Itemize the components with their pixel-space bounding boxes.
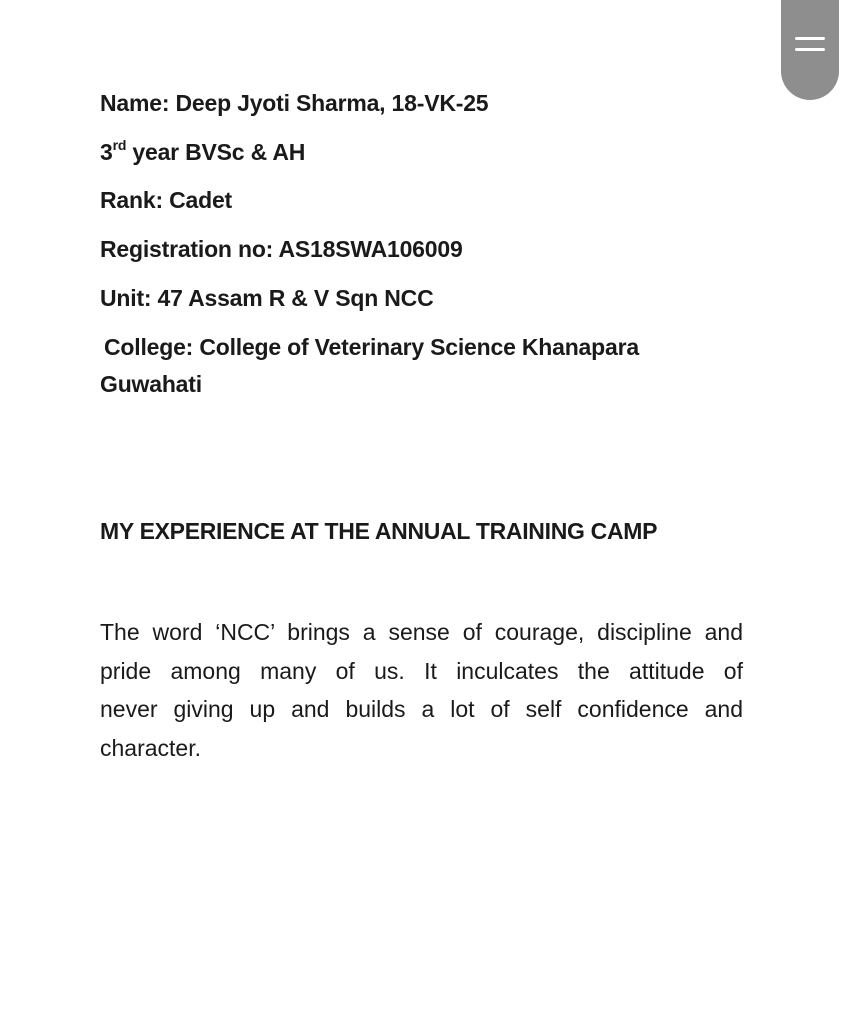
paragraph-line: never giving up and builds a lot of self confidence and <box>100 696 743 722</box>
unit-line: Unit: 47 Assam R & V Sqn NCC <box>100 285 434 311</box>
year-ordinal-suffix: rd <box>112 137 127 154</box>
registration-line: Registration no: AS18SWA106009 <box>100 236 463 262</box>
drag-handle-icon <box>795 37 825 40</box>
essay-heading: MY EXPERIENCE AT THE ANNUAL TRAINING CAMP <box>100 518 658 544</box>
name-line: Name: Deep Jyoti Sharma, 18-VK-25 <box>100 90 489 116</box>
year-number: 3 <box>100 139 113 165</box>
college-line-continued: Guwahati <box>100 371 202 397</box>
year-course: year BVSc & AH <box>126 139 306 165</box>
scroll-handle[interactable] <box>781 0 839 100</box>
paragraph-line: pride among many of us. It inculcates the attitude of <box>100 657 743 684</box>
college-line: College: College of Veterinary Science Khanapara <box>104 334 639 360</box>
drag-handle-icon <box>795 48 825 51</box>
year-line <box>100 137 305 167</box>
paragraph-line: character. <box>100 734 201 761</box>
rank-line: Rank: Cadet <box>100 187 232 213</box>
paragraph-line: The word ‘NCC’ brings a sense of courage, discipline and <box>100 619 743 645</box>
essay-paragraph <box>100 613 743 767</box>
